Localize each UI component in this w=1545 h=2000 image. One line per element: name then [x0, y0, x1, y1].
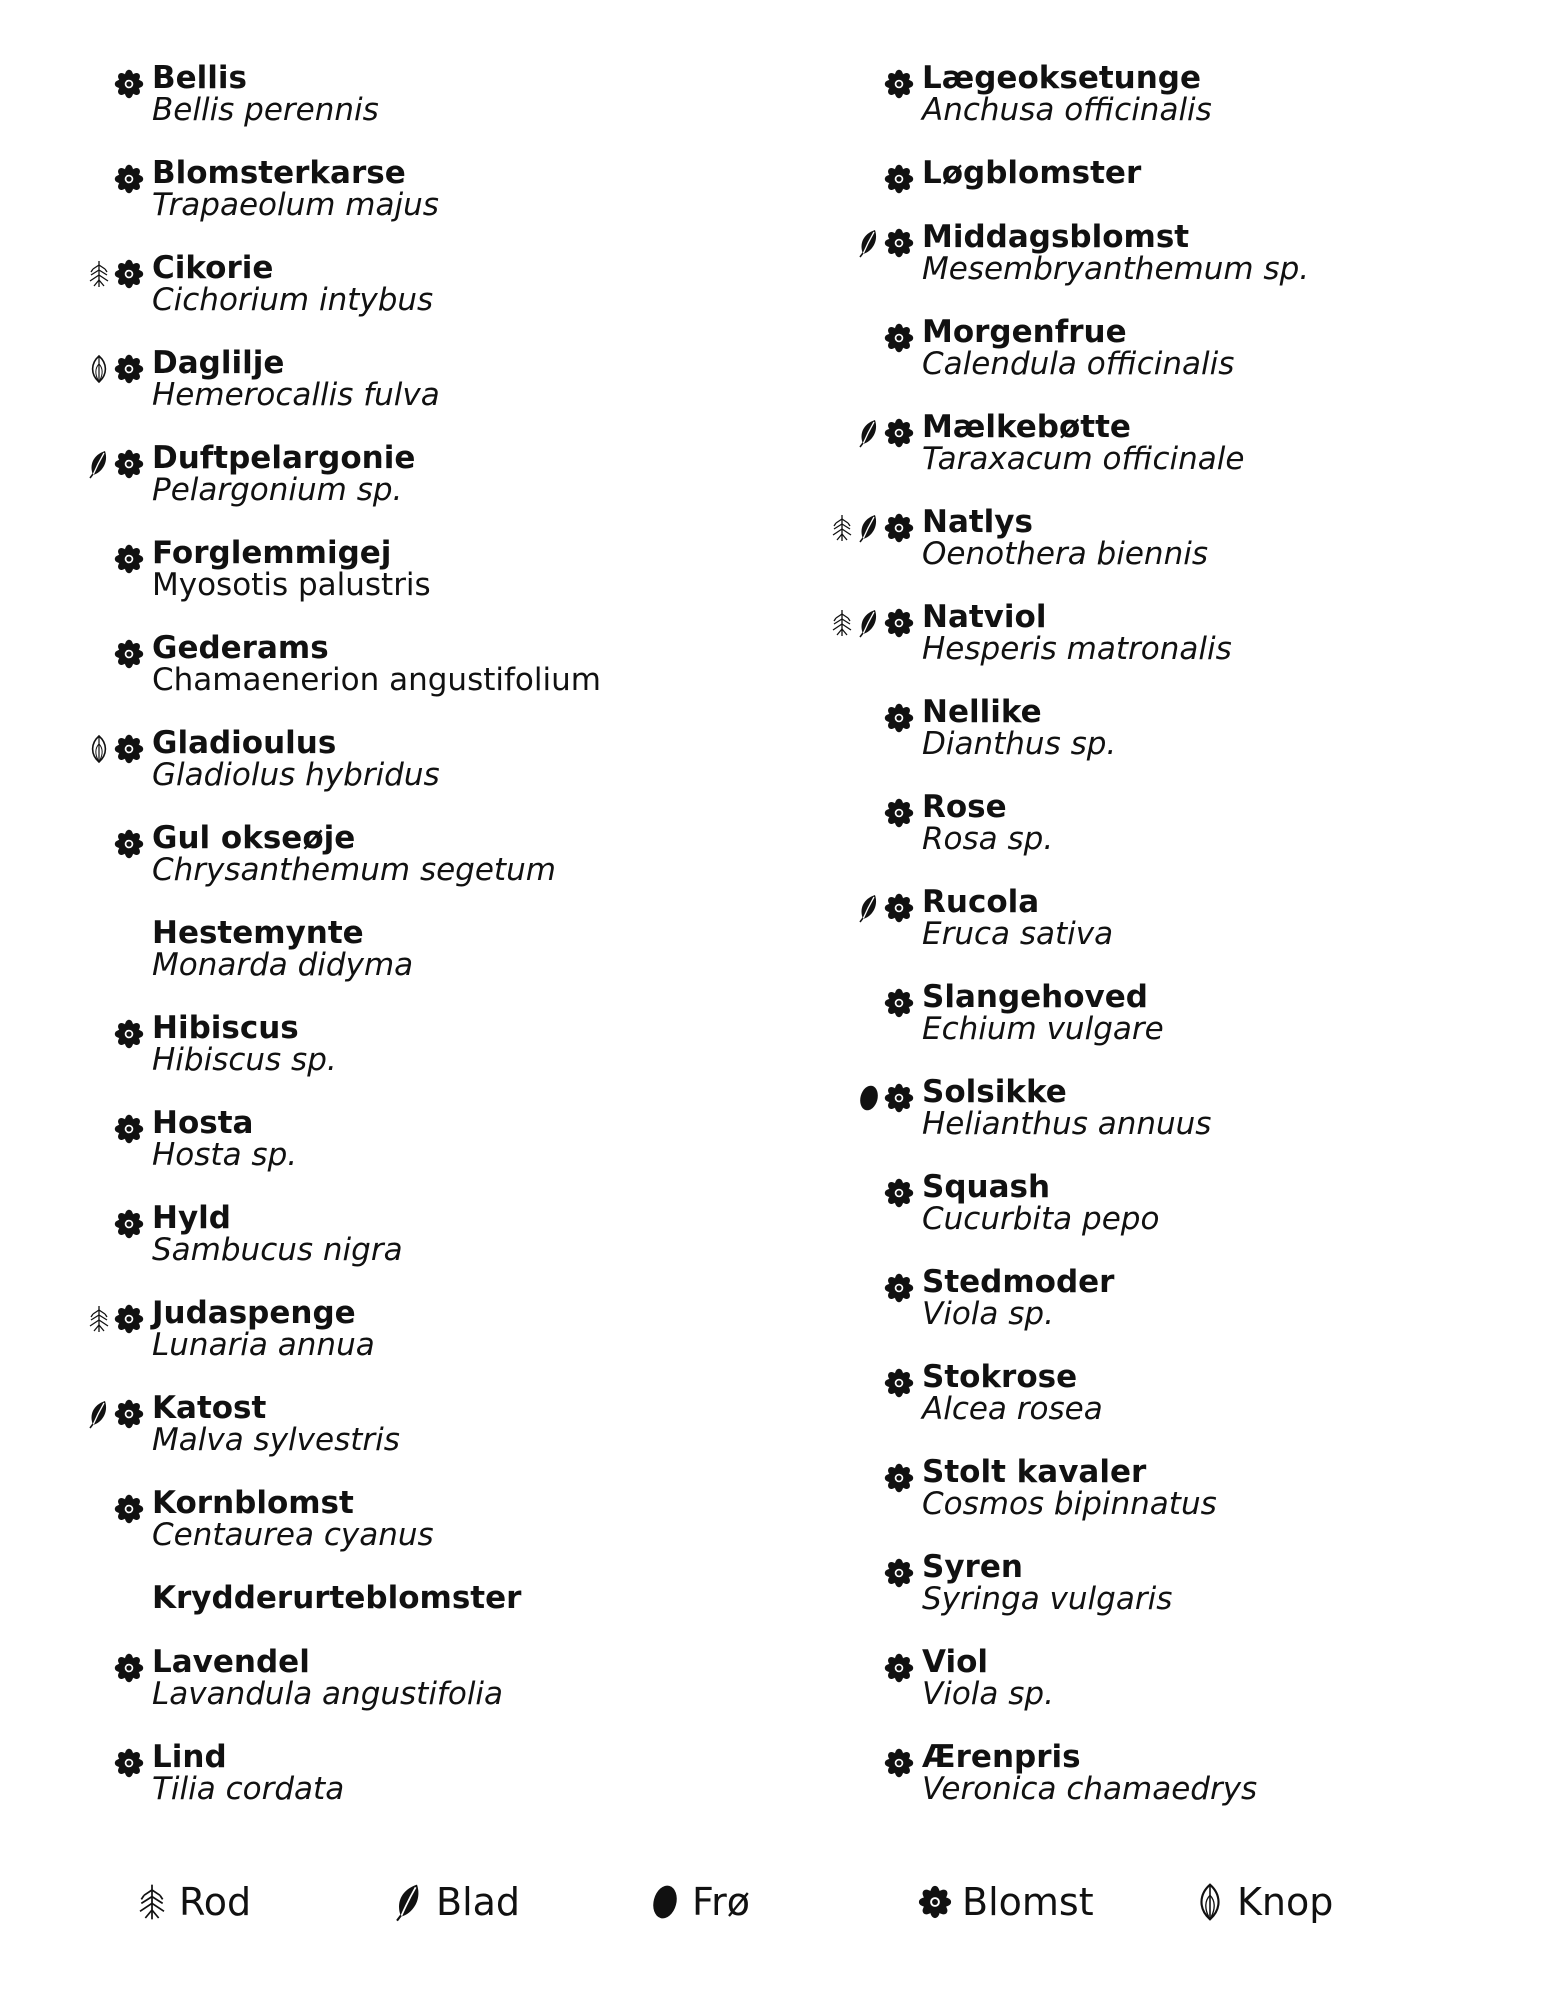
legend-label-leaf: Blad — [436, 1880, 521, 1924]
flower-icon — [114, 1209, 144, 1239]
common-name: Hibiscus — [152, 1010, 299, 1046]
plant-icons — [70, 1582, 144, 1622]
latin-name: Myosotis palustris — [152, 567, 431, 603]
common-name: Løgblomster — [922, 155, 1142, 191]
plant-icons — [70, 822, 144, 862]
plant-icons — [818, 221, 914, 261]
plant-entry — [0, 1012, 760, 1107]
latin-name: Gladiolus hybridus — [152, 757, 440, 793]
plant-icons — [818, 506, 914, 546]
plant-entry — [0, 1646, 760, 1741]
leaf-icon — [857, 513, 881, 543]
plant-icons — [70, 1202, 144, 1242]
common-name: Solsikke — [922, 1074, 1067, 1110]
plant-icons — [818, 791, 914, 831]
plant-entry — [0, 632, 760, 727]
plant-entry — [0, 1392, 760, 1487]
plant-entry — [770, 1551, 1530, 1646]
common-name: Hosta — [152, 1105, 254, 1141]
plant-icons — [70, 62, 144, 102]
plant-icons — [70, 727, 144, 767]
common-name: Rucola — [922, 884, 1040, 920]
common-name: Stedmoder — [922, 1264, 1115, 1300]
plant-icons — [818, 157, 914, 197]
flower-icon — [884, 703, 914, 733]
flower-icon — [114, 1653, 144, 1683]
legend-label-seed: Frø — [692, 1880, 750, 1924]
latin-name: Monarda didyma — [152, 947, 414, 983]
root-icon — [87, 259, 111, 289]
latin-name: Pelargonium sp. — [152, 472, 403, 508]
common-name: Natlys — [922, 504, 1033, 540]
common-name: Gul okseøje — [152, 820, 356, 856]
common-name: Judaspenge — [152, 1295, 356, 1331]
flower-icon — [114, 69, 144, 99]
bud-icon — [87, 734, 111, 764]
latin-name: Trapaeolum majus — [152, 187, 439, 223]
common-name: Viol — [922, 1644, 988, 1680]
plant-entry — [0, 1582, 760, 1646]
latin-name: Taraxacum officinale — [922, 441, 1245, 477]
plant-icons — [70, 347, 144, 387]
plant-icons — [818, 696, 914, 736]
flower-icon — [884, 513, 914, 543]
flower-icon — [884, 1368, 914, 1398]
latin-name: Eruca sativa — [922, 916, 1114, 952]
leaf-icon — [857, 608, 881, 638]
common-name: Gederams — [152, 630, 329, 666]
common-name: Syren — [922, 1549, 1023, 1585]
plant-icons — [70, 442, 144, 482]
latin-name: Sambucus nigra — [152, 1232, 403, 1268]
latin-name: Anchusa officinalis — [922, 92, 1212, 128]
plant-entry — [0, 1487, 760, 1582]
seed-icon — [648, 1882, 682, 1922]
latin-name: Echium vulgare — [922, 1011, 1164, 1047]
latin-name: Malva sylvestris — [152, 1422, 400, 1458]
legend-label-root: Rod — [179, 1880, 252, 1924]
common-name: Gladioulus — [152, 725, 337, 761]
plant-entry — [770, 1171, 1530, 1266]
common-name: Lægeoksetunge — [922, 60, 1202, 96]
common-name: Blomsterkarse — [152, 155, 406, 191]
plant-entry — [0, 442, 760, 537]
plant-icons — [818, 1456, 914, 1496]
latin-name: Calendula officinalis — [922, 346, 1235, 382]
latin-name: Hesperis matronalis — [922, 631, 1232, 667]
bud-icon — [1193, 1882, 1227, 1922]
common-name: Morgenfrue — [922, 314, 1127, 350]
common-name: Rose — [922, 789, 1007, 825]
plant-icons — [818, 1361, 914, 1401]
plant-entry — [0, 822, 760, 917]
common-name: Slangehoved — [922, 979, 1148, 1015]
flower-icon — [884, 164, 914, 194]
common-name: Mælkebøtte — [922, 409, 1131, 445]
flower-icon — [884, 418, 914, 448]
plant-icons — [818, 886, 914, 926]
plant-entry — [770, 1266, 1530, 1361]
common-name: Hyld — [152, 1200, 231, 1236]
leaf-icon — [857, 228, 881, 258]
flower-icon — [114, 544, 144, 574]
latin-name: Cosmos bipinnatus — [922, 1486, 1217, 1522]
flower-icon — [884, 69, 914, 99]
plant-entry — [0, 1107, 760, 1202]
common-name: Lind — [152, 1739, 227, 1775]
latin-name: Chrysanthemum segetum — [152, 852, 556, 888]
latin-name: Syringa vulgaris — [922, 1581, 1173, 1617]
latin-name: Cichorium intybus — [152, 282, 434, 318]
icon-legend — [0, 1880, 1545, 1940]
common-name: Squash — [922, 1169, 1051, 1205]
flower-icon — [884, 1083, 914, 1113]
plant-entry — [770, 791, 1530, 886]
plant-entry — [770, 886, 1530, 981]
flower-icon — [884, 988, 914, 1018]
root-icon — [87, 1304, 111, 1334]
plant-icons — [818, 411, 914, 451]
flower-icon — [918, 1882, 952, 1922]
plant-entry — [0, 1202, 760, 1297]
flower-icon — [114, 734, 144, 764]
common-name: Duftpelargonie — [152, 440, 416, 476]
latin-name: Chamaenerion angustifolium — [152, 662, 601, 698]
plant-entry — [0, 1297, 760, 1392]
latin-name: Hemerocallis fulva — [152, 377, 440, 413]
flower-icon — [114, 1019, 144, 1049]
flower-icon — [884, 228, 914, 258]
latin-name: Viola sp. — [922, 1296, 1054, 1332]
legend-label-bud: Knop — [1237, 1880, 1334, 1924]
plant-entry — [770, 316, 1530, 411]
legend-item-leaf — [392, 1880, 520, 1924]
plant-icons — [818, 1646, 914, 1686]
plant-icons — [818, 601, 914, 641]
leaf-icon — [857, 893, 881, 923]
leaf-icon — [87, 1399, 111, 1429]
plant-entry — [770, 506, 1530, 601]
plant-entry — [770, 221, 1530, 316]
common-name: Kornblomst — [152, 1485, 354, 1521]
flower-icon — [884, 1653, 914, 1683]
plant-icons — [70, 252, 144, 292]
plant-icons — [70, 1741, 144, 1781]
plant-entry — [770, 696, 1530, 791]
plant-icons — [70, 632, 144, 672]
flower-icon — [884, 1273, 914, 1303]
right-plant-list — [770, 62, 1530, 1836]
plant-entry — [770, 62, 1530, 157]
legend-item-bud — [1193, 1880, 1333, 1924]
flower-icon — [114, 1114, 144, 1144]
plant-entry — [770, 1741, 1530, 1836]
legend-label-flower: Blomst — [962, 1880, 1094, 1924]
common-name: Ærenpris — [922, 1739, 1081, 1775]
flower-icon — [884, 1463, 914, 1493]
flower-icon — [114, 354, 144, 384]
plant-icons — [818, 1741, 914, 1781]
plant-entry — [770, 981, 1530, 1076]
plant-entry — [0, 727, 760, 822]
flower-icon — [114, 1304, 144, 1334]
common-name: Stolt kavaler — [922, 1454, 1147, 1490]
plant-entry — [770, 157, 1530, 221]
plant-entry — [0, 537, 760, 632]
flower-icon — [114, 639, 144, 669]
legend-item-seed — [648, 1880, 750, 1924]
plant-entry — [0, 1741, 760, 1836]
plant-entry — [770, 601, 1530, 696]
root-icon — [135, 1882, 169, 1922]
plant-entry — [770, 411, 1530, 506]
leaf-icon — [857, 418, 881, 448]
root-icon — [830, 608, 854, 638]
latin-name: Hibiscus sp. — [152, 1042, 337, 1078]
plant-icons — [70, 1107, 144, 1147]
common-name: Daglilje — [152, 345, 285, 381]
plant-icons — [70, 1392, 144, 1432]
common-name: Bellis — [152, 60, 247, 96]
legend-item-flower — [918, 1880, 1094, 1924]
plant-icons — [818, 1171, 914, 1211]
flower-icon — [884, 893, 914, 923]
plant-icons — [70, 917, 144, 957]
plant-entry — [770, 1076, 1530, 1171]
flower-icon — [884, 1558, 914, 1588]
latin-name: Centaurea cyanus — [152, 1517, 434, 1553]
leaf-icon — [392, 1882, 426, 1922]
plant-icons — [70, 1646, 144, 1686]
flower-icon — [884, 1178, 914, 1208]
common-name: Lavendel — [152, 1644, 310, 1680]
plant-icons — [70, 1012, 144, 1052]
common-name: Natviol — [922, 599, 1047, 635]
common-name: Hestemynte — [152, 915, 364, 951]
flower-icon — [114, 164, 144, 194]
plant-entry — [770, 1361, 1530, 1456]
latin-name: Bellis perennis — [152, 92, 379, 128]
latin-name: Oenothera biennis — [922, 536, 1208, 572]
latin-name: Mesembryanthemum sp. — [922, 251, 1310, 287]
flower-icon — [884, 608, 914, 638]
common-name: Middagsblomst — [922, 219, 1190, 255]
legend-item-root — [135, 1880, 251, 1924]
plant-icons — [818, 1266, 914, 1306]
plant-entry — [770, 1646, 1530, 1741]
plant-icons — [70, 157, 144, 197]
latin-name: Alcea rosea — [922, 1391, 1103, 1427]
leaf-icon — [87, 449, 111, 479]
plant-icons — [818, 62, 914, 102]
latin-name: Veronica chamaedrys — [922, 1771, 1258, 1807]
plant-icons — [818, 316, 914, 356]
plant-icons — [70, 1297, 144, 1337]
plant-entry — [0, 157, 760, 252]
latin-name: Dianthus sp. — [922, 726, 1117, 762]
flower-icon — [114, 1748, 144, 1778]
common-name: Forglemmigej — [152, 535, 392, 571]
plant-entry — [0, 62, 760, 157]
common-name: Nellike — [922, 694, 1042, 730]
latin-name: Cucurbita pepo — [922, 1201, 1160, 1237]
plant-entry — [770, 1456, 1530, 1551]
flower-icon — [114, 259, 144, 289]
root-icon — [830, 513, 854, 543]
latin-name: Lavandula angustifolia — [152, 1676, 504, 1712]
latin-name: Rosa sp. — [922, 821, 1054, 857]
plant-icons — [70, 537, 144, 577]
seed-icon — [857, 1083, 881, 1113]
latin-name: Tilia cordata — [152, 1771, 345, 1807]
flower-icon — [114, 829, 144, 859]
flower-icon — [114, 449, 144, 479]
common-name: Katost — [152, 1390, 267, 1426]
common-name: Cikorie — [152, 250, 274, 286]
plant-icons — [818, 1551, 914, 1591]
latin-name: Viola sp. — [922, 1676, 1054, 1712]
plant-entry — [0, 917, 760, 1012]
flower-icon — [114, 1399, 144, 1429]
plant-entry — [0, 252, 760, 347]
flower-icon — [884, 1748, 914, 1778]
flower-icon — [114, 1494, 144, 1524]
common-name: Stokrose — [922, 1359, 1078, 1395]
plant-icons — [818, 981, 914, 1021]
plant-icons — [818, 1076, 914, 1116]
latin-name: Lunaria annua — [152, 1327, 375, 1363]
common-name: Krydderurteblomster — [152, 1580, 522, 1616]
plant-entry — [0, 347, 760, 442]
latin-name: Helianthus annuus — [922, 1106, 1212, 1142]
flower-icon — [884, 798, 914, 828]
flower-icon — [884, 323, 914, 353]
bud-icon — [87, 354, 111, 384]
left-plant-list — [0, 62, 760, 1836]
plant-icons — [70, 1487, 144, 1527]
latin-name: Hosta sp. — [152, 1137, 298, 1173]
